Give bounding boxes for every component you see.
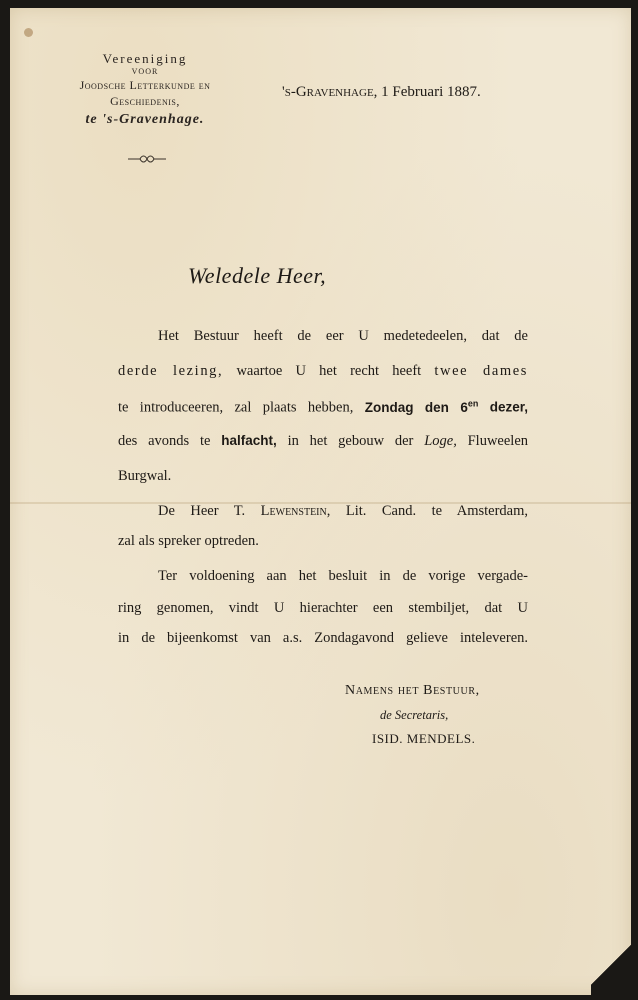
date-value: 1 Februari 1887. xyxy=(381,84,481,100)
p1-line-5: Burgwal. xyxy=(118,468,172,484)
p2-line-2: zal als spreker optreden. xyxy=(118,533,259,549)
letter-sheet xyxy=(10,8,631,995)
p1-line-4-e: Fluweelen xyxy=(467,433,529,449)
letterhead-line-2: VOOR xyxy=(131,67,159,76)
p1-halfacht: halfacht, xyxy=(221,433,277,448)
p1-derde-lezing: derde lezing, xyxy=(118,363,224,379)
p3-line-2: ring genomen, vindt U hierachter een stembiljet, dat U xyxy=(118,600,528,616)
p1-line-4 xyxy=(118,433,528,453)
signature-title: de Secretaris, xyxy=(380,708,449,722)
ornament-flourish-icon xyxy=(127,155,167,163)
ink-stain xyxy=(24,28,33,37)
torn-corner xyxy=(591,935,631,995)
signature-name: ISID. MENDELS. xyxy=(372,731,476,746)
p1-line-2 xyxy=(118,363,528,383)
p2-lewenstein: Lewenstein, xyxy=(260,503,331,519)
letterhead-line-3: Joodsche Letterkunde en xyxy=(79,78,211,92)
date-place: 's-Gravenhage, xyxy=(282,84,378,100)
p1-line-3-start: te introduceeren, zal plaats hebben, xyxy=(118,399,354,416)
p2-heer: De Heer T. xyxy=(158,503,246,519)
p1-line-3 xyxy=(118,398,528,418)
p2-line-1 xyxy=(158,503,528,523)
p1-loge: Loge, xyxy=(424,433,457,449)
p1-line-2-mid: waartoe U het recht heeft xyxy=(236,363,422,379)
p1-zondag-text: Zondag den 6 xyxy=(364,399,468,415)
p3-line-1: Ter voldoening aan het besluit in de vorige vergade- xyxy=(158,568,528,584)
p1-line-4-a: des avonds te xyxy=(118,433,211,449)
p1-line-4-c: in het gebouw der xyxy=(287,433,414,449)
p1-twee-dames: twee dames xyxy=(434,363,529,379)
letterhead xyxy=(45,51,245,131)
p1-dezer: dezer, xyxy=(489,399,529,415)
p1-line-1: Het Bestuur heeft de eer U medetedeelen, dat de xyxy=(158,328,528,344)
salutation: Weledele Heer, xyxy=(188,263,327,288)
p1-zondag-sup: en xyxy=(467,398,479,408)
p3-line-3: in de bijeenkomst van a.s. Zondagavond gelieve inteleveren. xyxy=(118,630,528,646)
letterhead-line-1: Vereeniging xyxy=(102,51,188,66)
p1-zondag xyxy=(365,400,479,415)
signature-on-behalf: Namens het Bestuur, xyxy=(345,683,480,698)
date-line xyxy=(282,84,481,101)
p2-line-1-end: Lit. Cand. te Amsterdam, xyxy=(345,503,529,519)
letterhead-line-4: Geschiedenis, xyxy=(110,94,180,108)
letterhead-line-5: te 's-Gravenhage. xyxy=(85,112,205,127)
